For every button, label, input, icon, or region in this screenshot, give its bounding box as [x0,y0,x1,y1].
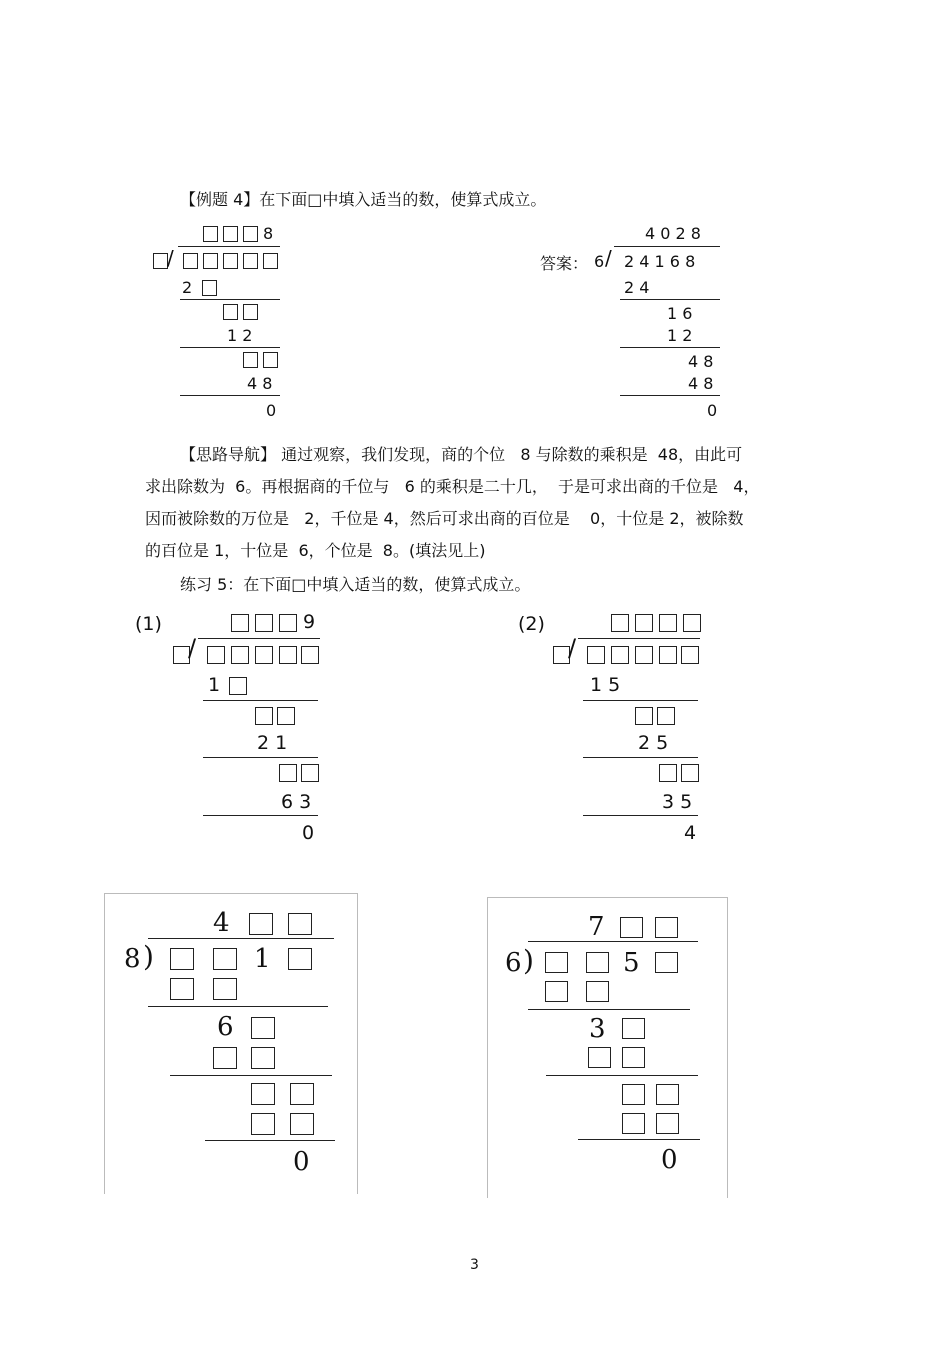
answer-divisor: 6 [594,252,605,271]
puzzle-divisor: 6 [505,948,522,978]
remainder: 0 [661,1145,678,1175]
blank-box [657,707,675,725]
blank-box [655,917,678,938]
blank-box [170,948,194,970]
division-bracket: / [605,246,612,270]
blank-box [586,952,609,973]
blank-box [255,646,273,664]
answer-dividend: 2 4 1 6 8 [624,252,696,271]
blank-box [635,707,653,725]
blank-box [213,948,237,970]
reasoning-line: 因而被除数的万位是 2，千位是 4，然后可求出商的百位是 0，十位是 2，被除数 [145,509,744,528]
blank-box [622,1018,645,1039]
page-number: 3 [470,1257,479,1273]
partial-product: 1 [208,674,221,696]
blank-box [203,253,218,269]
blank-box [545,952,568,973]
answer-step: 0 [707,401,718,420]
blank-box [586,981,609,1002]
blank-box [223,226,238,242]
reasoning-line: 的百位是 1，十位是 6，个位是 8。(填法见上) [145,541,486,560]
partial-product: 4 8 [247,374,273,393]
blank-box [622,1084,645,1105]
blank-box [229,677,247,695]
problem-label: (1) [135,613,162,635]
answer-label: 答案： [540,254,589,273]
answer-step: 4 8 [688,352,714,371]
division-bracket: ) [523,944,534,977]
blank-box [620,917,643,938]
quotient-digit: 9 [303,611,316,633]
blank-box [243,226,258,242]
blank-box [231,646,249,664]
puzzle-divisor: 8 [124,944,141,974]
partial-product: 1 2 [227,326,253,345]
problem-label: (2) [518,613,545,635]
partial-digit: 3 [589,1014,606,1044]
blank-box [588,1047,611,1068]
blank-box [681,646,699,664]
blank-box [611,614,629,632]
blank-box [255,614,273,632]
example-title: 【例题 4】在下面□中填入适当的数，使算式成立。 [180,190,547,209]
blank-box [243,352,258,368]
blank-box [683,614,701,632]
dividend-digit: 5 [623,948,640,978]
blank-box [251,1047,275,1069]
blank-box [279,614,297,632]
answer-step: 1 2 [667,326,693,345]
blank-box [681,764,699,782]
blank-box [659,764,677,782]
answer-quotient: 4 0 2 8 [645,224,701,243]
reasoning-line: 【思路导航】 通过观察，我们发现，商的个位 8 与除数的乘积是 48，由此可 [180,445,743,464]
blank-box [223,253,238,269]
blank-box [213,978,237,1000]
blank-box [251,1017,275,1039]
division-bracket: / [167,246,174,270]
reasoning-line: 求出除数为 6。再根据商的千位与 6 的乘积是二十几， 于是可求出商的千位是 4， [145,477,760,496]
answer-step: 1 6 [667,304,693,323]
remainder: 0 [302,822,315,844]
blank-box [290,1083,314,1105]
partial-product: 2 1 [257,732,288,754]
blank-box [301,764,319,782]
blank-box [656,1113,679,1134]
blank-box [301,646,319,664]
blank-box [170,978,194,1000]
exercise-title: 练习 5：在下面□中填入适当的数，使算式成立。 [180,575,531,594]
remainder: 0 [293,1147,310,1177]
division-bracket: / [568,634,577,662]
blank-box [277,707,295,725]
division-bracket: / [188,634,197,662]
divisor-box [153,253,168,269]
blank-box [263,253,278,269]
blank-box [611,646,629,664]
quotient-digit: 7 [588,912,605,942]
blank-box [290,1113,314,1135]
blank-box [279,764,297,782]
partial-product: 3 5 [662,791,693,813]
blank-box [288,913,312,935]
division-bracket: ) [143,940,154,973]
blank-box [183,253,198,269]
partial-product: 2 5 [638,732,669,754]
blank-box [243,253,258,269]
blank-box [249,913,273,935]
blank-box [659,646,677,664]
blank-box [587,646,605,664]
blank-box [231,614,249,632]
blank-box [207,646,225,664]
blank-box [622,1113,645,1134]
quotient-digit: 8 [263,224,274,243]
blank-box [251,1113,275,1135]
partial-product: 1 5 [590,674,621,696]
partial-product: 2 [182,278,193,297]
blank-box [223,304,238,320]
blank-box [203,226,218,242]
partial-digit: 6 [217,1012,234,1042]
blank-box [545,981,568,1002]
blank-box [659,614,677,632]
quotient-digit: 4 [213,908,230,938]
blank-box [202,280,217,296]
blank-box [655,952,678,973]
blank-box [263,352,278,368]
blank-box [635,646,653,664]
blank-box [243,304,258,320]
blank-box [656,1084,679,1105]
blank-box [279,646,297,664]
blank-box [213,1047,237,1069]
answer-step: 4 8 [688,374,714,393]
partial-product: 6 3 [281,791,312,813]
blank-box [622,1047,645,1068]
blank-box [251,1083,275,1105]
answer-step: 2 4 [624,278,650,297]
blank-box [288,948,312,970]
blank-box [635,614,653,632]
remainder: 4 [684,822,697,844]
blank-box [255,707,273,725]
dividend-digit: 1 [254,944,271,974]
remainder: 0 [266,401,277,420]
